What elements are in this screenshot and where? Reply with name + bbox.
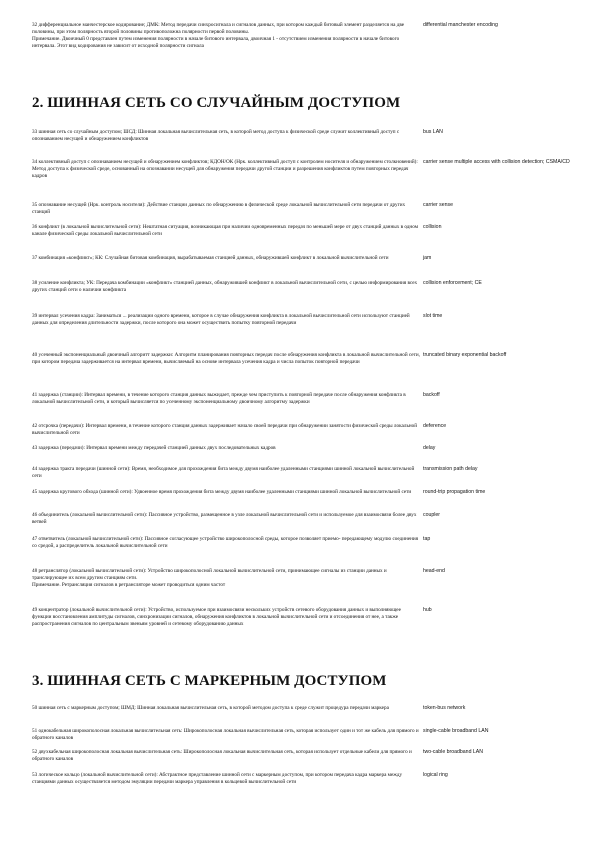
glossary-entry-45 bbox=[32, 489, 420, 496]
entry-text: 39 интервал усечения кадра: Заниматься ... реализации одного времени, которое в случае обнаружения конфликта в локальной вычислительной сети используют станцией данных для определения длительности задержки, после которого она может осуществить попытку повторной передачи bbox=[32, 313, 410, 326]
entry-text: 48 ретранслятор (локальной вычислительной сети): Устройство широкополосной локальной вычислительной сети, принимающее сигналы из станции данных и транслирующее их всем другим станциям сети. bbox=[32, 568, 387, 581]
english-term-45: round-trip propagation time bbox=[423, 489, 486, 495]
english-term-39: slot time bbox=[423, 313, 443, 319]
english-term-33: bus LAN bbox=[423, 129, 443, 135]
entry-text: 49 концентратор (локальной вычислительной сети): Устройство, используемое при взаимосвязи нескольких устройств сетевого оборудования данных и выполняющее функции восстановления амплитуды сигналов, синхронизации сигналов, обнаружения конфликтов в локальной вычислительной сети и отсоединения от нее, а также распространения сигналов по центральным звеньям уровней и сетевому оборудованию данных bbox=[32, 607, 401, 627]
glossary-entry-36 bbox=[32, 224, 420, 238]
entry-text: 47 ответвитель (локальной вычислительной сети): Пассивное согласующее устройство широкополосной среды, которое позволяет приемо- передающему модулю соединения со средой, а распределитель локальной вычислительной сети bbox=[32, 536, 419, 549]
entry-text: 45 задержка кругового обхода (шинной сети): Удвоенное время прохождения бита между двумя наиболее удаленными станциями шинной локальной вычислительной сети bbox=[32, 489, 412, 495]
glossary-entry-38 bbox=[32, 280, 420, 294]
entry-text: 41 задержка (станции): Интервал времени, в течение которого станция данных выжидает, прежде чем приступить к повторной передаче после обнаружения конфликта в локальной вычислительной сети, и который вычисляется по усеченному экспоненциальному двоичному алгоритму задержки bbox=[32, 392, 406, 405]
english-term-40: truncated binary exponential backoff bbox=[423, 352, 507, 358]
english-term-53: logical ring bbox=[423, 772, 448, 778]
english-term-41: backoff bbox=[423, 392, 440, 398]
entry-text: 37 комбинация «конфликт»; КК: Случайная битовая комбинация, вырабатываемая станцией данных, обнаружившей конфликт в локальной вычислительной сети bbox=[32, 255, 389, 261]
entry-text: 33 шинная сеть со случайным доступом; ШСД: Шинная локальная вычислительная сеть, в которой метод доступа к физической среде служит коллективный доступ с опознаванием несущей и обнаружением конфликтов bbox=[32, 129, 400, 142]
glossary-entry-51 bbox=[32, 728, 420, 742]
english-term-52: two-cable broadband LAN bbox=[423, 749, 483, 755]
entry-text: 52 двухкабельная широкополосная локальная вычислительная сеть: Широкополосная локальная вычислительная сеть, которая использует отдельные кабели для прямого и обратного каналов bbox=[32, 749, 412, 762]
english-term-42: deference bbox=[423, 423, 447, 429]
section-heading-2: 2. ШИННАЯ СЕТЬ СО СЛУЧАЙНЫМ ДОСТУПОМ bbox=[32, 95, 401, 111]
entry-text: 51 однокабельная широкополосная локальная вычислительная сеть: Широкополосная локальная вычислительная сеть, которая использует один и тот же кабель для прямого и обратного каналов bbox=[32, 728, 419, 741]
english-term-47: tap bbox=[423, 536, 431, 542]
section-heading-3: 3. ШИННАЯ СЕТЬ С МАРКЕРНЫМ ДОСТУПОМ bbox=[32, 673, 387, 689]
glossary-entry-40 bbox=[32, 352, 420, 366]
english-term-35: carrier sense bbox=[423, 202, 453, 208]
english-term-32: differential manchester encoding bbox=[423, 22, 498, 28]
entry-text: 32 дифференциальное манчестерское кодирование; ДМК: Метод передачи синхросигнала и сигналов данных, при котором каждый битовый элемент разделяется на две половины, при этом полярность второй половины противоположна полярности первой половины. bbox=[32, 22, 405, 35]
english-term-48: head-end bbox=[423, 568, 445, 574]
entry-text: 34 коллективный доступ с опознаванием несущей и обнаружением конфликтов; КДОН/ОК (Нрк. коллективный доступ с контролем носителя и обнаружением столкновений): Метод доступа к физической среде, основанный на опознавании несущей для обнаружения передачи другой станции и разрешения конфликтов путем повторных передач кадров bbox=[32, 159, 418, 179]
english-term-49: hub bbox=[423, 607, 432, 613]
english-term-51: single-cable broadband LAN bbox=[423, 728, 489, 734]
glossary-entry-41 bbox=[32, 392, 420, 406]
glossary-entry-46 bbox=[32, 512, 420, 526]
entry-text: 50 шинная сеть с маркерным доступом; ШМД: Шинная локальная вычислительная сеть, в которой методом доступа к среде служит процедура передачи маркера bbox=[32, 705, 389, 711]
entry-text: 42 отсрочка (передачи): Интервал времени, в течение которого станция данных задерживает начало своей передачи при обнаружении занятости физической среды локальной вычислительной сети bbox=[32, 423, 418, 436]
glossary-entry-47 bbox=[32, 536, 420, 550]
entry-text: 53 логическое кольцо (локальной вычислительной сети): Абстрактное представление шинной сети с маркерным доступом, при котором передача кадра маркера между станциями данных осуществляется методом эмуляции передачи маркера управления в кольцевой вычислительной сети bbox=[32, 772, 403, 785]
glossary-entry-44 bbox=[32, 466, 420, 480]
glossary-entry-52 bbox=[32, 749, 420, 763]
glossary-entry-42 bbox=[32, 423, 420, 437]
entry-text: 40 усеченный экспоненциальный двоичный алгоритт задержки: Алгоритм планирования повторных передач после обнаружения конфликта в локальной вычислительной сети, при котором передача задерживается на интервал времени, вычисляемый на основе интервала усечения кадра и числа попыток повторной передачи bbox=[32, 352, 420, 365]
entry-text: 46 объединитель (локальной вычислительной сети): Пассивное устройство, размещенное в узле локальной вычислительной сети и используемое для взаимосвязи более двух ветвей bbox=[32, 512, 417, 525]
entry-text: 35 опознавание несущей (Нрк. контроль носителя): Действие станции данных по обнаружению в физической среде локальной вычислительной сети передачи от других станций bbox=[32, 202, 406, 215]
english-term-43: delay bbox=[423, 445, 436, 451]
english-term-34: carrier sense multiple access with collision detection; CSMA/CD bbox=[423, 159, 570, 165]
english-term-36: collision bbox=[423, 224, 442, 230]
glossary-entry-49 bbox=[32, 607, 420, 628]
english-term-46: coupler bbox=[423, 512, 441, 518]
english-term-50: token-bus network bbox=[423, 705, 466, 711]
entry-text: 38 усиление конфликта; УК: Передача комбинации «конфликт» станцией данных, обнаружившей конфликт в локальной вычислительной сети, с целью информирования всех других станций сети о наличии конфликта bbox=[32, 280, 418, 293]
glossary-entry-34 bbox=[32, 159, 420, 180]
english-term-44: transmission path delay bbox=[423, 466, 478, 472]
glossary-entry-48 bbox=[32, 568, 420, 589]
glossary-entry-32 bbox=[32, 22, 420, 50]
entry-note: Примечание. Ретрансляция сигналов в ретрансляторе может проводиться одним частот bbox=[32, 581, 226, 588]
entry-note: Примечание. Двоичный 0 представлен путем изменения полярности в начале битового интервала, двоичная 1 - отсутствием изменения полярности в начале битового интервала. Этот вид кодирования не зависит от исходной полярности сигнала bbox=[32, 35, 400, 49]
entry-text: 36 конфликт (в локальной вычислительной сети): Нештатная ситуация, возникающая при наличии одновременных передач по меньшей мере от двух станций данных в одном канале физической среды локальной вычислительной сети bbox=[32, 224, 418, 237]
glossary-entry-37 bbox=[32, 255, 420, 262]
english-term-38: collision enforcement; CE bbox=[423, 280, 482, 286]
glossary-entry-50 bbox=[32, 705, 420, 712]
glossary-entry-39 bbox=[32, 313, 420, 327]
glossary-entry-35 bbox=[32, 202, 420, 216]
glossary-entry-43 bbox=[32, 445, 420, 452]
glossary-entry-53 bbox=[32, 772, 420, 786]
entry-text: 43 задержка (передачи): Интервал времени между передачей станцией данных двух последовательных кадров bbox=[32, 445, 276, 451]
english-term-37: jam bbox=[423, 255, 432, 261]
glossary-entry-33 bbox=[32, 129, 420, 143]
entry-text: 44 задержка тракта передачи (шинной сети): Время, необходимое для прохождения бита между двумя наиболее удаленными станциями шинной локальной вычислительной сети bbox=[32, 466, 415, 479]
